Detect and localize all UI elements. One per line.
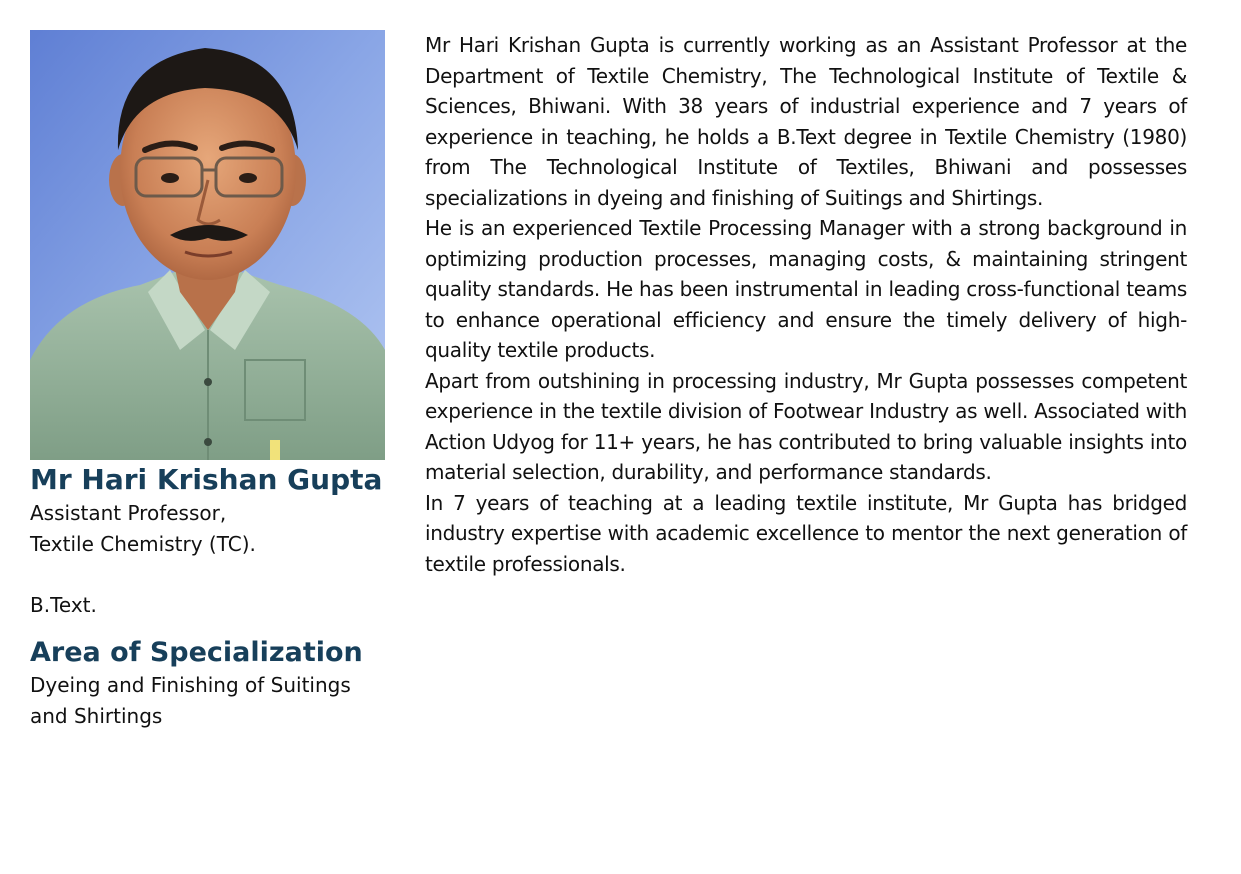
profile-department: Textile Chemistry (TC). — [30, 531, 256, 556]
bio-paragraph: Apart from outshining in processing industry, Mr Gupta possesses competent experience in the textile division of Footwear Industry as well. Associated with Action Udyog for 11+ years, he has contributed to bring valuable insights into material selection, durability, and performance standards. — [425, 368, 1187, 484]
specialization-heading: Area of Specialization — [30, 637, 363, 668]
spacer — [30, 559, 390, 590]
profile-photo — [30, 30, 385, 460]
profile-designation: Assistant Professor, — [30, 501, 227, 525]
bio-paragraph: Mr Hari Krishan Gupta is currently working as an Assistant Professor at the Department of Textile Chemistry, The Technological Institute of Textile & Sciences, Bhiwani. With 38 years of industrial experience and 7 years of experience in teaching, he holds a B.Text degree in Textile Chemistry (1980) from The Technological Institute of Textiles, Bhiwani and possesses specializations in dyeing and finishing of Suitings and Shirtings. — [425, 33, 1187, 210]
bio-paragraph: In 7 years of teaching at a leading textile institute, Mr Gupta has bridged industry expertise with academic excellence to mentor the next generation of textile professionals. — [425, 490, 1187, 576]
bio-paragraph: He is an experienced Textile Processing Manager with a strong background in optimizing production processes, managing costs, & maintaining stringent quality standards. He has been instrumental in leading cross-functional teams to enhance operational efficiency and ensure the timely delivery of high-quality textile products. — [425, 216, 1187, 362]
specialization-text: Dyeing and Finishing of Suitings and Shirtings — [30, 673, 351, 728]
profile-qualification: B.Text. — [30, 592, 97, 617]
profile-name: Mr Hari Krishan Gupta — [30, 463, 383, 496]
profile-card — [30, 30, 390, 731]
biography — [425, 30, 1187, 579]
